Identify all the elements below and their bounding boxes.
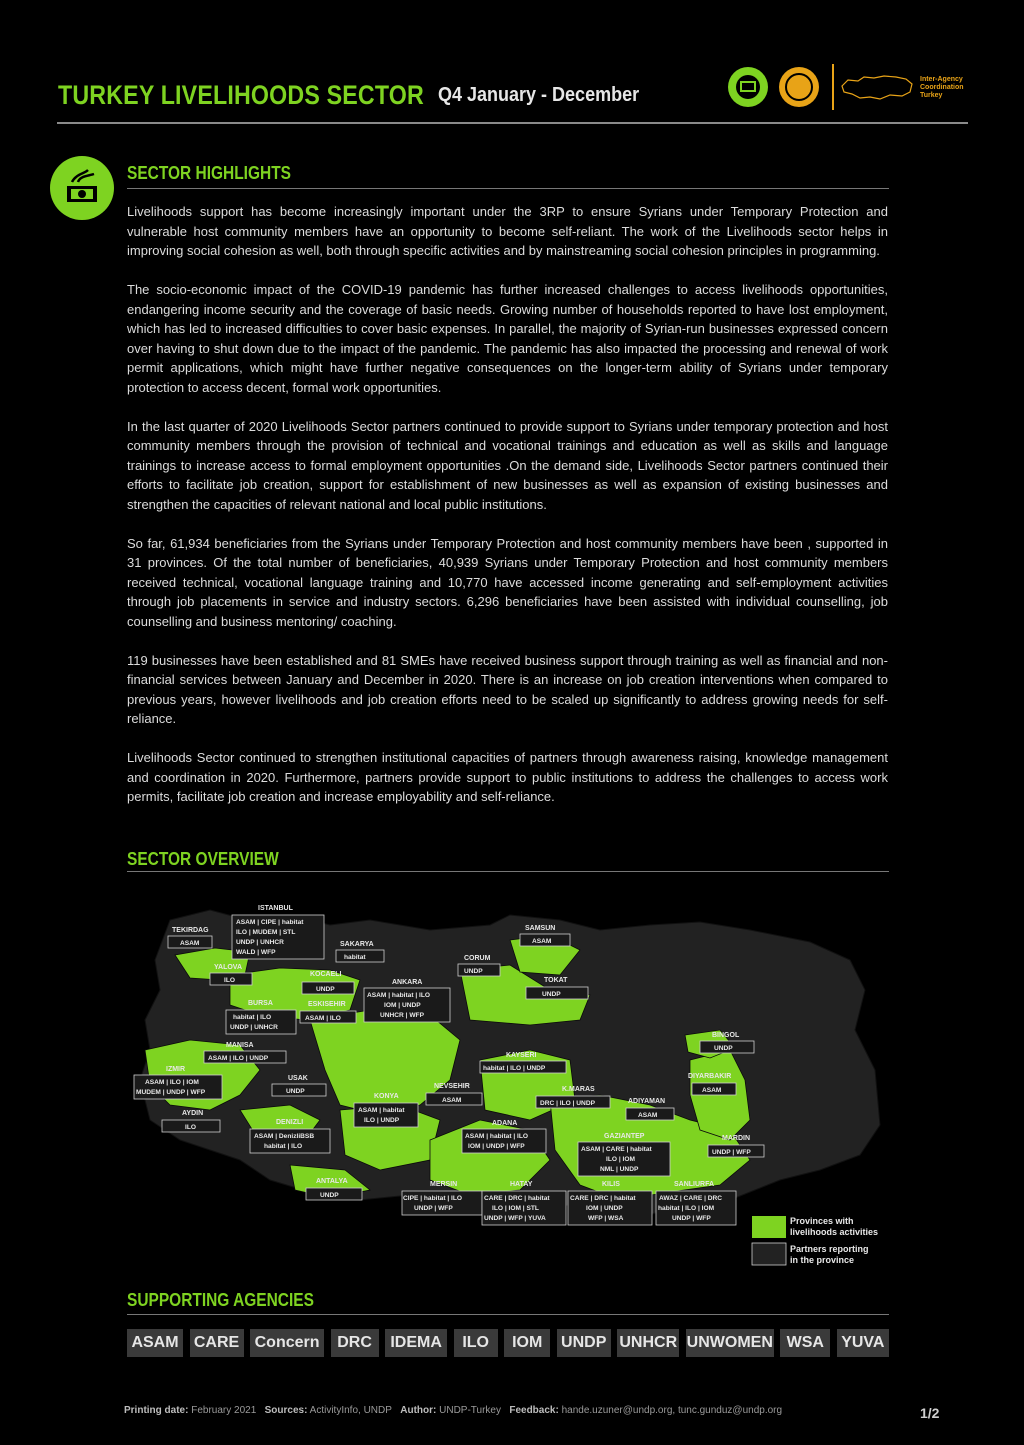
highlight-paragraph: Livelihoods Sector continued to strengthen institutional capacities of partners through awareness raising, knowledge management and coordination in 2020. Furthermore, partners provide support to public institutions to address the challenges to access work permits, facilitate job creation and increase employability and self-reliance.: [127, 750, 888, 804]
svg-text:Partners reporting: Partners reporting: [790, 1244, 869, 1254]
svg-text:IZMIR: IZMIR: [166, 1066, 186, 1073]
svg-text:YALOVA: YALOVA: [214, 964, 243, 971]
svg-text:TOKAT: TOKAT: [544, 977, 568, 984]
svg-text:ASAM | ILO | UNDP: ASAM | ILO | UNDP: [208, 1055, 269, 1062]
agency-badge: ILO: [454, 1329, 498, 1357]
svg-text:ASAM | habitat | ILO: ASAM | habitat | ILO: [367, 992, 431, 999]
agency-badge: UNDP: [557, 1329, 611, 1357]
svg-text:KILIS: KILIS: [602, 1181, 620, 1188]
label-diyarbakir: [688, 1073, 736, 1095]
agency-badge: YUVA: [837, 1329, 889, 1357]
svg-text:ASAM: ASAM: [702, 1087, 722, 1094]
svg-text:UNDP: UNDP: [320, 1192, 339, 1199]
svg-text:UNDP | WFP | YUVA: UNDP | WFP | YUVA: [484, 1215, 546, 1222]
turkey-provinces-map: [130, 880, 890, 1280]
svg-text:UNDP | WFP: UNDP | WFP: [414, 1205, 453, 1212]
svg-text:habitat | ILO: habitat | ILO: [264, 1143, 303, 1150]
svg-text:ASAM: ASAM: [532, 938, 552, 945]
svg-text:IOM | UNDP | WFP: IOM | UNDP | WFP: [468, 1143, 525, 1150]
agency-badge: DRC: [331, 1329, 379, 1357]
logo-divider: [832, 64, 834, 110]
label-tekirdag: [168, 927, 212, 948]
agency-badge: CARE: [190, 1329, 244, 1357]
svg-text:SAKARYA: SAKARYA: [340, 941, 374, 948]
svg-text:ASAM: ASAM: [638, 1112, 658, 1119]
svg-text:K.MARAS: K.MARAS: [562, 1086, 595, 1093]
svg-text:GAZIANTEP: GAZIANTEP: [604, 1133, 645, 1140]
svg-text:IOM | UNDP: IOM | UNDP: [586, 1205, 623, 1212]
svg-text:MERSIN: MERSIN: [430, 1181, 458, 1188]
svg-text:UNDP: UNDP: [464, 968, 483, 975]
svg-text:livelihoods activities: livelihoods activities: [790, 1227, 879, 1237]
agency-badge: ASAM: [127, 1329, 183, 1357]
svg-text:ASAM: ASAM: [442, 1097, 462, 1104]
svg-text:UNDP: UNDP: [542, 991, 561, 998]
svg-text:ASAM: ASAM: [180, 940, 200, 947]
svg-text:HATAY: HATAY: [510, 1181, 533, 1188]
svg-text:ASAM | ILO: ASAM | ILO: [305, 1015, 341, 1022]
svg-text:MUDEM | UNDP | WFP: MUDEM | UNDP | WFP: [136, 1089, 206, 1096]
svg-text:CORUM: CORUM: [464, 955, 491, 962]
livelihoods-logo-icon: [728, 67, 768, 107]
svg-text:KOCAELI: KOCAELI: [310, 971, 342, 978]
section-divider: [127, 871, 889, 872]
svg-text:UNDP | WFP: UNDP | WFP: [712, 1149, 751, 1156]
svg-text:ILO | MUDEM | STL: ILO | MUDEM | STL: [236, 929, 296, 936]
money-plant-icon: [50, 156, 114, 220]
agency-badge: UNWOMEN: [686, 1329, 774, 1357]
svg-text:ASAM | ILO | IOM: ASAM | ILO | IOM: [145, 1079, 199, 1086]
agency-badge: IOM: [504, 1329, 550, 1357]
svg-text:IOM | UNDP: IOM | UNDP: [384, 1002, 421, 1009]
svg-text:Provinces with: Provinces with: [790, 1216, 854, 1226]
coordination-logo-text: Inter-Agency Coordination Turkey: [920, 76, 964, 99]
agency-badge: WSA: [780, 1329, 830, 1357]
svg-text:SANLIURFA: SANLIURFA: [674, 1181, 715, 1188]
svg-text:SAMSUN: SAMSUN: [525, 925, 556, 932]
svg-text:UNDP | UNHCR: UNDP | UNHCR: [230, 1024, 278, 1031]
section-heading-overview: SECTOR OVERVIEW: [127, 849, 279, 869]
svg-text:habitat | ILO | IOM: habitat | ILO | IOM: [658, 1205, 715, 1212]
svg-text:habitat | ILO: habitat | ILO: [233, 1014, 272, 1021]
svg-text:ILO | IOM | STL: ILO | IOM | STL: [492, 1205, 539, 1212]
svg-text:KAYSERI: KAYSERI: [506, 1052, 537, 1059]
section-heading-agencies: SUPPORTING AGENCIES: [127, 1290, 314, 1310]
svg-text:ASAM | CIPE | habitat: ASAM | CIPE | habitat: [236, 919, 304, 926]
svg-text:UNDP: UNDP: [316, 986, 335, 993]
svg-text:UNDP: UNDP: [286, 1088, 305, 1095]
svg-text:NEVSEHIR: NEVSEHIR: [434, 1083, 470, 1090]
highlight-paragraph: So far, 61,934 beneficiaries from the Syrians under Temporary Protection and host community members have been , supported in 31 provinces. Of the total number of beneficiaries, 40,939 Syrians under Temporary Protection and host community members received technical, vocational language training and 10,770 have accessed income generating and self-employment activities through job placements in service and industry sectors. 6,296 beneficiaries have been assisted with individual counselling, job counselling and business mentoring/ coaching.: [127, 535, 888, 629]
svg-text:ESKISEHIR: ESKISEHIR: [308, 1001, 346, 1008]
legend-swatch-reporting: [752, 1243, 786, 1265]
svg-text:ADANA: ADANA: [492, 1120, 518, 1127]
turkey-map-logo-icon: [840, 72, 914, 102]
svg-text:ASAM | habitat: ASAM | habitat: [358, 1107, 405, 1114]
header-divider: [57, 122, 968, 124]
svg-text:DIYARBAKIR: DIYARBAKIR: [688, 1073, 732, 1080]
svg-text:ILO: ILO: [185, 1124, 196, 1131]
page-number: 1/2: [920, 1405, 940, 1421]
svg-text:UNDP | WFP: UNDP | WFP: [672, 1215, 711, 1222]
svg-text:MANISA: MANISA: [226, 1042, 254, 1049]
agency-list: [127, 1329, 889, 1357]
svg-text:ADIYAMAN: ADIYAMAN: [628, 1098, 666, 1105]
svg-text:WFP | WSA: WFP | WSA: [588, 1215, 624, 1222]
section-divider: [127, 1314, 889, 1315]
un-emblem-icon: [779, 67, 819, 107]
svg-text:USAK: USAK: [288, 1075, 308, 1082]
svg-text:TEKIRDAG: TEKIRDAG: [172, 927, 209, 934]
svg-text:BURSA: BURSA: [248, 1000, 273, 1007]
highlight-paragraph: 119 businesses have been established and 81 SMEs have received business support through training as well as financial and non-financial services between January and December in 2020. There is an increase on job creation interventions when compared to previous years, however livelihoods and job creation efforts need to be scaled up significantly to address growing needs for self-reliance.: [127, 652, 888, 726]
map-legend: [752, 1216, 878, 1265]
svg-text:ASAM | DenizliBSB: ASAM | DenizliBSB: [254, 1133, 315, 1140]
svg-text:ANTALYA: ANTALYA: [316, 1178, 348, 1185]
svg-text:BINGOL: BINGOL: [712, 1032, 740, 1039]
highlight-paragraph: The socio-economic impact of the COVID-19 pandemic has further increased challenges to access livelihoods opportunities, endangering income security and the coverage of basic needs. Growing number of households reported to have lost employment, which has led to increased difficulties to cover basic expenses. In parallel, the majority of Syrian-run businesses expressed concern over having to shut down due to the impact of the pandemic. The pandemic has also impacted the processing and renewal of work permit applications, which might have further negative consequences on the longer-term ability of Syrians under temporary protection to access decent, formal work opportunities.: [127, 282, 888, 395]
svg-text:ASAM | CARE | habitat: ASAM | CARE | habitat: [581, 1146, 652, 1153]
svg-text:habitat: habitat: [344, 954, 366, 961]
svg-text:in the province: in the province: [790, 1255, 855, 1265]
svg-text:CIPE | habitat | ILO: CIPE | habitat | ILO: [403, 1195, 463, 1202]
svg-text:WALD | WFP: WALD | WFP: [236, 949, 276, 956]
svg-text:ILO | IOM: ILO | IOM: [606, 1156, 635, 1163]
svg-text:AYDIN: AYDIN: [182, 1110, 204, 1117]
footer-meta: Printing date: February 2021 Sources: ActivityInfo, UNDP Author: UNDP-Turkey Feedback: hande.uzuner@undp.org, tunc.gunduz@undp.org: [124, 1405, 783, 1416]
svg-text:DENIZLI: DENIZLI: [276, 1119, 304, 1126]
agency-badge: IDEMA: [385, 1329, 447, 1357]
svg-text:ISTANBUL: ISTANBUL: [258, 905, 293, 912]
agency-badge: UNHCR: [617, 1329, 679, 1357]
svg-text:ILO | UNDP: ILO | UNDP: [364, 1117, 400, 1124]
page-title: TURKEY LIVELIHOODS SECTOR: [58, 80, 424, 110]
section-divider: [127, 188, 889, 189]
svg-text:UNHCR | WFP: UNHCR | WFP: [380, 1012, 424, 1019]
svg-text:ASAM | habitat | ILO: ASAM | habitat | ILO: [465, 1133, 529, 1140]
svg-text:CARE | DRC | habitat: CARE | DRC | habitat: [484, 1195, 550, 1202]
legend-swatch-active: [752, 1216, 786, 1238]
section-heading-highlights: SECTOR HIGHLIGHTS: [127, 163, 291, 183]
svg-text:KONYA: KONYA: [374, 1093, 399, 1100]
agency-badge: Concern: [250, 1329, 324, 1357]
svg-text:ILO: ILO: [224, 977, 235, 984]
svg-text:UNDP | UNHCR: UNDP | UNHCR: [236, 939, 284, 946]
svg-text:DRC | ILO | UNDP: DRC | ILO | UNDP: [540, 1100, 595, 1107]
svg-text:AWAZ | CARE | DRC: AWAZ | CARE | DRC: [659, 1195, 723, 1202]
svg-text:CARE | DRC | habitat: CARE | DRC | habitat: [570, 1195, 636, 1202]
svg-text:UNDP: UNDP: [714, 1045, 733, 1052]
svg-text:habitat | ILO | UNDP: habitat | ILO | UNDP: [483, 1065, 546, 1072]
highlight-paragraph: Livelihoods support has become increasingly important under the 3RP to ensure Syrians under Temporary Protection and vulnerable host community members have an opportunity to become self-reliant. The work of the Livelihoods sector helps in improving social cohesion as well, both through specific activities and by mainstreaming social cohesion principles in programming.: [127, 204, 888, 258]
label-istanbul: [232, 905, 324, 959]
highlights-body: [127, 202, 888, 826]
svg-text:MARDIN: MARDIN: [722, 1135, 750, 1142]
svg-text:ANKARA: ANKARA: [392, 979, 423, 986]
report-period: Q4 January - December: [438, 84, 640, 106]
highlight-paragraph: In the last quarter of 2020 Livelihoods Sector partners continued to provide support to Syrians under temporary protection and host community members through the provision of technical and vocational trainings and education as well as skills and language trainings to increase access to formal employment opportunities .On the demand side, Livelihoods Sector partners continued their efforts to facilitate job creation, support for establishment of new businesses as well as expansion of existing businesses and strengthen the capacities of relevant national and local public institutions.: [127, 418, 888, 512]
svg-text:NML | UNDP: NML | UNDP: [600, 1166, 639, 1173]
